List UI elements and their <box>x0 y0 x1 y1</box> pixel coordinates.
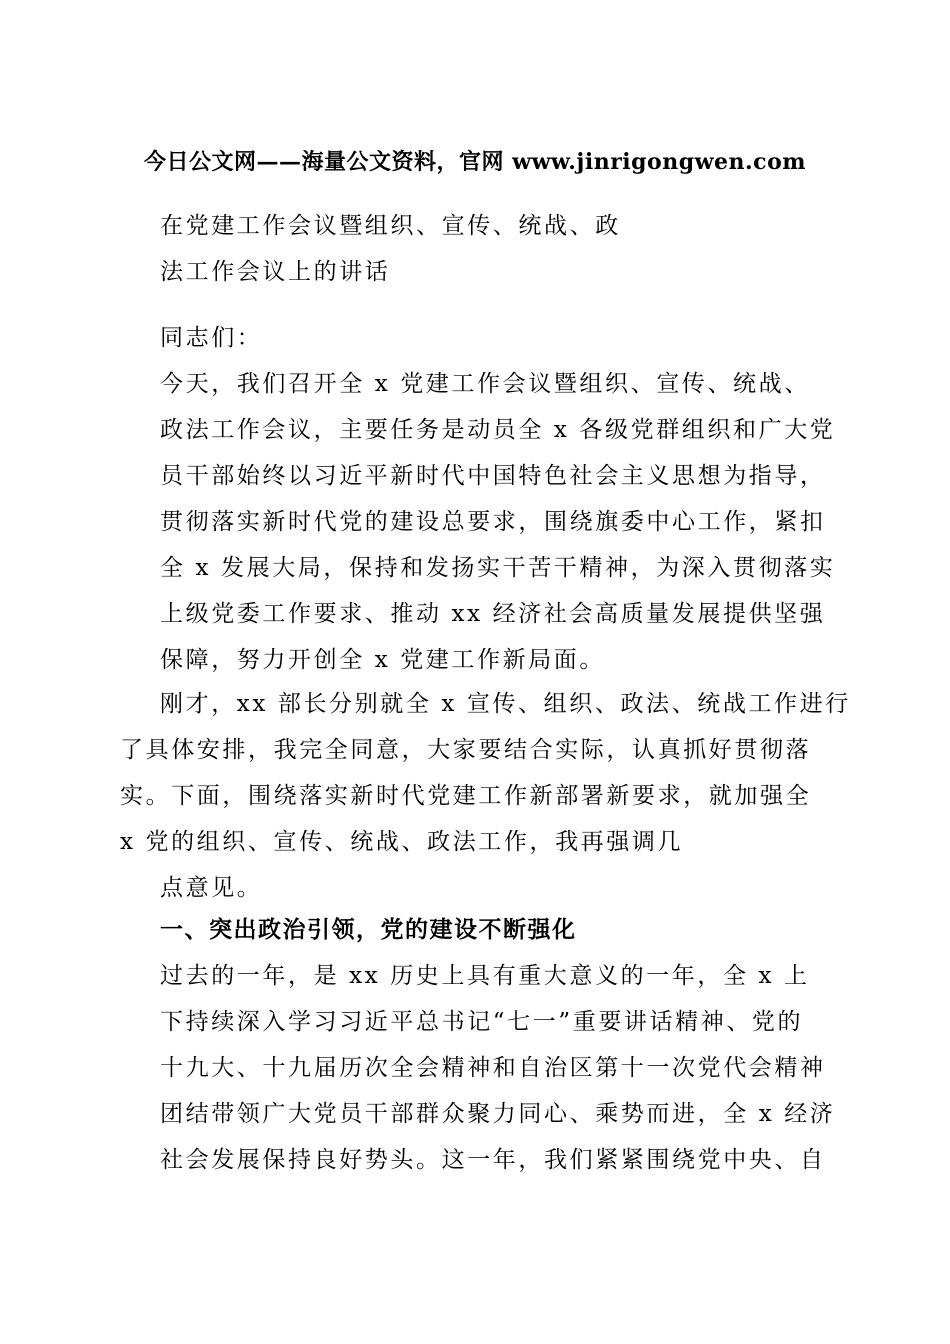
paragraph-1-line: 政法工作会议，主要任务是动员全 x 各级党群组织和广大党 <box>160 417 836 443</box>
paragraph-1-line: 贯彻落实新时代党的建设总要求，围绕旗委中心工作，紧扣 <box>160 509 826 535</box>
paragraph-3-line: 社会发展保持良好势头。这一年，我们紧紧围绕党中央、自 <box>160 1147 826 1173</box>
paragraph-2-line: 了具体安排，我完全同意，大家要结合实际，认真抓好贯彻落 <box>120 737 812 763</box>
site-header: 今日公文网——海量公文资料，官网 www.jinrigongwen.com <box>143 149 807 175</box>
paragraph-1-line: 保障，努力开创全 x 党建工作新局面。 <box>160 647 605 673</box>
salutation: 同志们： <box>160 325 263 351</box>
paragraph-2-line: x 党的组织、宣传、统战、政法工作，我再强调几 <box>120 829 684 855</box>
document-title-line-1: 在党建工作会议暨组织、宣传、统战、政 <box>160 213 621 239</box>
section-heading-1: 一、突出政治引领，党的建设不断强化 <box>160 917 577 943</box>
paragraph-2-line: 刚才，xx 部长分别就全 x 宣传、组织、政法、统战工作进行 <box>160 691 851 717</box>
paragraph-3-line: 十九大、十九届历次全会精神和自治区第十一次党代会精神 <box>160 1055 826 1081</box>
document-title-line-2: 法工作会议上的讲话 <box>160 259 391 285</box>
paragraph-1-line: 全 x 发展大局，保持和发扬实干苦干精神，为深入贯彻落实 <box>160 555 836 581</box>
paragraph-3-line: 过去的一年，是 xx 历史上具有重大意义的一年，全 x 上 <box>160 963 810 989</box>
paragraph-2-line: 实。下面，围绕落实新时代党建工作新部署新要求，就加强全 <box>120 783 812 809</box>
paragraph-3-line: 下持续深入学习习近平总书记“七一”重要讲话精神、党的 <box>160 1009 804 1035</box>
paragraph-1-line: 上级党委工作要求、推动 xx 经济社会高质量发展提供坚强 <box>160 601 826 627</box>
paragraph-3-line: 团结带领广大党员干部群众聚力同心、乘势而进，全 x 经济 <box>160 1101 836 1127</box>
paragraph-1-line: 员干部始终以习近平新时代中国特色社会主义思想为指导， <box>160 463 826 489</box>
paragraph-2-line: 点意见。 <box>160 875 263 901</box>
paragraph-1-line: 今天，我们召开全 x 党建工作会议暨组织、宣传、统战、 <box>160 371 810 397</box>
